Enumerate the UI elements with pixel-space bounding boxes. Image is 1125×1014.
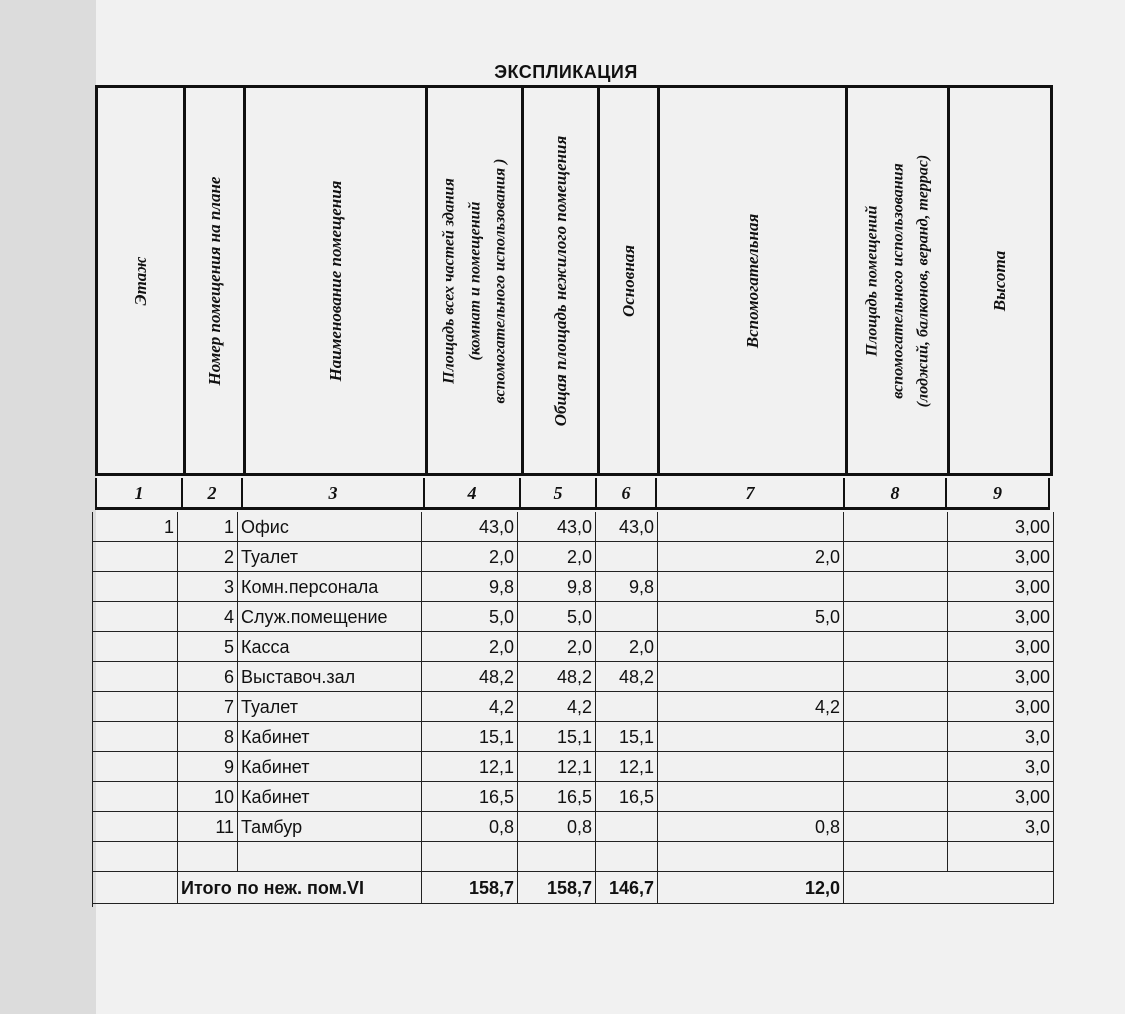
cell-floor	[92, 602, 178, 632]
cell-aux	[658, 782, 844, 812]
column-number: 9	[947, 478, 1050, 510]
header-balcony-area-label: Площадь помещений вспомогательного использования (лоджий, балконов, веранд, террас)	[863, 154, 932, 407]
cell-name: Выставоч.зал	[238, 662, 422, 692]
cell-main	[596, 602, 658, 632]
column-number-row	[95, 478, 1053, 512]
column-number: 7	[657, 478, 845, 510]
cell-num: 11	[178, 812, 238, 842]
cell-general: 16,5	[518, 782, 596, 812]
cell-num: 6	[178, 662, 238, 692]
table-row	[92, 632, 1058, 662]
table-row	[92, 812, 1058, 842]
cell-height: 3,0	[948, 752, 1054, 782]
cell-num: 3	[178, 572, 238, 602]
table-row	[92, 512, 1058, 542]
total-area: 158,7	[422, 872, 518, 904]
cell-main: 43,0	[596, 512, 658, 542]
cell-aux	[658, 842, 844, 872]
total-label: Итого по неж. пом.VI	[178, 872, 422, 904]
cell-height: 3,0	[948, 722, 1054, 752]
header-balcony-area	[848, 88, 950, 476]
table-header	[95, 85, 1053, 476]
cell-balcony	[844, 842, 948, 872]
cell-total	[422, 842, 518, 872]
cell-floor	[92, 632, 178, 662]
cell-total: 5,0	[422, 602, 518, 632]
explication-table	[92, 512, 1058, 907]
cell-name: Кабинет	[238, 752, 422, 782]
cell-name: Служ.помещение	[238, 602, 422, 632]
cell-main	[596, 812, 658, 842]
cell-num: 2	[178, 542, 238, 572]
header-total-area-label: Площадь всех частей здания (комнат и помещений вспомогательного использования )	[440, 158, 509, 403]
cell-floor	[92, 662, 178, 692]
cell-name: Туалет	[238, 692, 422, 722]
cell-balcony	[844, 512, 948, 542]
cell-aux	[658, 572, 844, 602]
cell-num: 8	[178, 722, 238, 752]
cell-floor	[92, 722, 178, 752]
document-title: ЭКСПЛИКАЦИЯ	[494, 62, 638, 82]
column-number: 6	[597, 478, 657, 510]
cell-balcony	[844, 722, 948, 752]
cell-height: 3,00	[948, 782, 1054, 812]
cell-total: 48,2	[422, 662, 518, 692]
cell-name: Кабинет	[238, 782, 422, 812]
cell-height: 3,00	[948, 632, 1054, 662]
cell-num: 9	[178, 752, 238, 782]
cell-floor: 1	[92, 512, 178, 542]
header-room-name-label: Наименование помещения	[325, 180, 345, 381]
table-row	[92, 752, 1058, 782]
cell-aux	[658, 752, 844, 782]
cell-general: 0,8	[518, 812, 596, 842]
cell-name: Касса	[238, 632, 422, 662]
cell-general: 15,1	[518, 722, 596, 752]
header-general-area	[524, 88, 600, 476]
total-aux: 12,0	[658, 872, 844, 904]
cell-num: 5	[178, 632, 238, 662]
cell-floor	[92, 842, 178, 872]
cell-balcony	[844, 542, 948, 572]
cell-total: 2,0	[422, 632, 518, 662]
cell-name: Кабинет	[238, 722, 422, 752]
cell-main: 12,1	[596, 752, 658, 782]
cell-aux	[658, 662, 844, 692]
cell-aux: 2,0	[658, 542, 844, 572]
cell-floor	[92, 692, 178, 722]
cell-floor	[92, 542, 178, 572]
column-number: 1	[95, 478, 183, 510]
cell-general: 43,0	[518, 512, 596, 542]
cell-general	[518, 842, 596, 872]
cell-height: 3,0	[948, 812, 1054, 842]
cell-height: 3,00	[948, 662, 1054, 692]
cell-num: 10	[178, 782, 238, 812]
cell-general: 9,8	[518, 572, 596, 602]
header-room-name	[246, 88, 428, 476]
total-empty	[844, 872, 1054, 904]
cell-floor	[92, 782, 178, 812]
cell-total: 4,2	[422, 692, 518, 722]
header-general-area-label: Общая площадь нежилого помещения	[550, 135, 570, 426]
cell-aux	[658, 722, 844, 752]
cell-total: 0,8	[422, 812, 518, 842]
cell-main	[596, 542, 658, 572]
column-number: 2	[183, 478, 243, 510]
header-room-number	[186, 88, 246, 476]
cell-main: 16,5	[596, 782, 658, 812]
cell-main: 9,8	[596, 572, 658, 602]
column-number: 5	[521, 478, 597, 510]
cell-num: 7	[178, 692, 238, 722]
cell-name: Офис	[238, 512, 422, 542]
table-row	[92, 662, 1058, 692]
cell-balcony	[844, 632, 948, 662]
cell-name	[238, 842, 422, 872]
cell-floor	[92, 752, 178, 782]
header-auxiliary-label: Вспомогательная	[742, 213, 762, 348]
header-main	[600, 88, 660, 476]
cell-height: 3,00	[948, 602, 1054, 632]
table-row	[92, 782, 1058, 812]
cell-balcony	[844, 692, 948, 722]
header-height	[950, 88, 1053, 476]
cell-general: 4,2	[518, 692, 596, 722]
cell-height: 3,00	[948, 512, 1054, 542]
cell-general: 2,0	[518, 632, 596, 662]
table-row	[92, 722, 1058, 752]
cell-floor	[92, 572, 178, 602]
cell-name: Тамбур	[238, 812, 422, 842]
table-row	[92, 572, 1058, 602]
cell-height: 3,00	[948, 542, 1054, 572]
cell-balcony	[844, 572, 948, 602]
cell-floor	[92, 812, 178, 842]
cell-balcony	[844, 662, 948, 692]
column-number: 3	[243, 478, 425, 510]
table-row	[92, 542, 1058, 572]
column-number: 4	[425, 478, 521, 510]
cell-balcony	[844, 602, 948, 632]
cell-height	[948, 842, 1054, 872]
cell-balcony	[844, 782, 948, 812]
cell-total: 43,0	[422, 512, 518, 542]
header-height-label: Высота	[989, 250, 1009, 311]
column-number: 8	[845, 478, 947, 510]
cell-main: 15,1	[596, 722, 658, 752]
header-room-number-label: Номер помещения на плане	[204, 176, 224, 385]
cell-general: 48,2	[518, 662, 596, 692]
table-row	[92, 692, 1058, 722]
cell-balcony	[844, 812, 948, 842]
cell-name: Комн.персонала	[238, 572, 422, 602]
table-row	[92, 842, 1058, 872]
cell-aux: 4,2	[658, 692, 844, 722]
cell-num: 4	[178, 602, 238, 632]
cell-total: 2,0	[422, 542, 518, 572]
cell-num	[178, 842, 238, 872]
cell-main	[596, 692, 658, 722]
cell-aux	[658, 632, 844, 662]
cell-height: 3,00	[948, 572, 1054, 602]
cell-name: Туалет	[238, 542, 422, 572]
cell-general: 2,0	[518, 542, 596, 572]
cell-main: 2,0	[596, 632, 658, 662]
cell-aux	[658, 512, 844, 542]
cell-total: 16,5	[422, 782, 518, 812]
cell-total: 9,8	[422, 572, 518, 602]
cell-main: 48,2	[596, 662, 658, 692]
total-empty	[92, 872, 178, 904]
cell-num: 1	[178, 512, 238, 542]
total-general: 158,7	[518, 872, 596, 904]
table-row	[92, 602, 1058, 632]
cell-total: 12,1	[422, 752, 518, 782]
header-floor-label: Этаж	[130, 256, 150, 305]
cell-height: 3,00	[948, 692, 1054, 722]
cell-general: 12,1	[518, 752, 596, 782]
cell-general: 5,0	[518, 602, 596, 632]
total-row	[92, 872, 1058, 902]
cell-aux: 0,8	[658, 812, 844, 842]
header-total-area	[428, 88, 524, 476]
cell-balcony	[844, 752, 948, 782]
header-floor	[98, 88, 186, 476]
header-auxiliary	[660, 88, 848, 476]
cell-aux: 5,0	[658, 602, 844, 632]
total-main: 146,7	[596, 872, 658, 904]
cell-total: 15,1	[422, 722, 518, 752]
cell-main	[596, 842, 658, 872]
header-main-label: Основная	[618, 244, 638, 317]
